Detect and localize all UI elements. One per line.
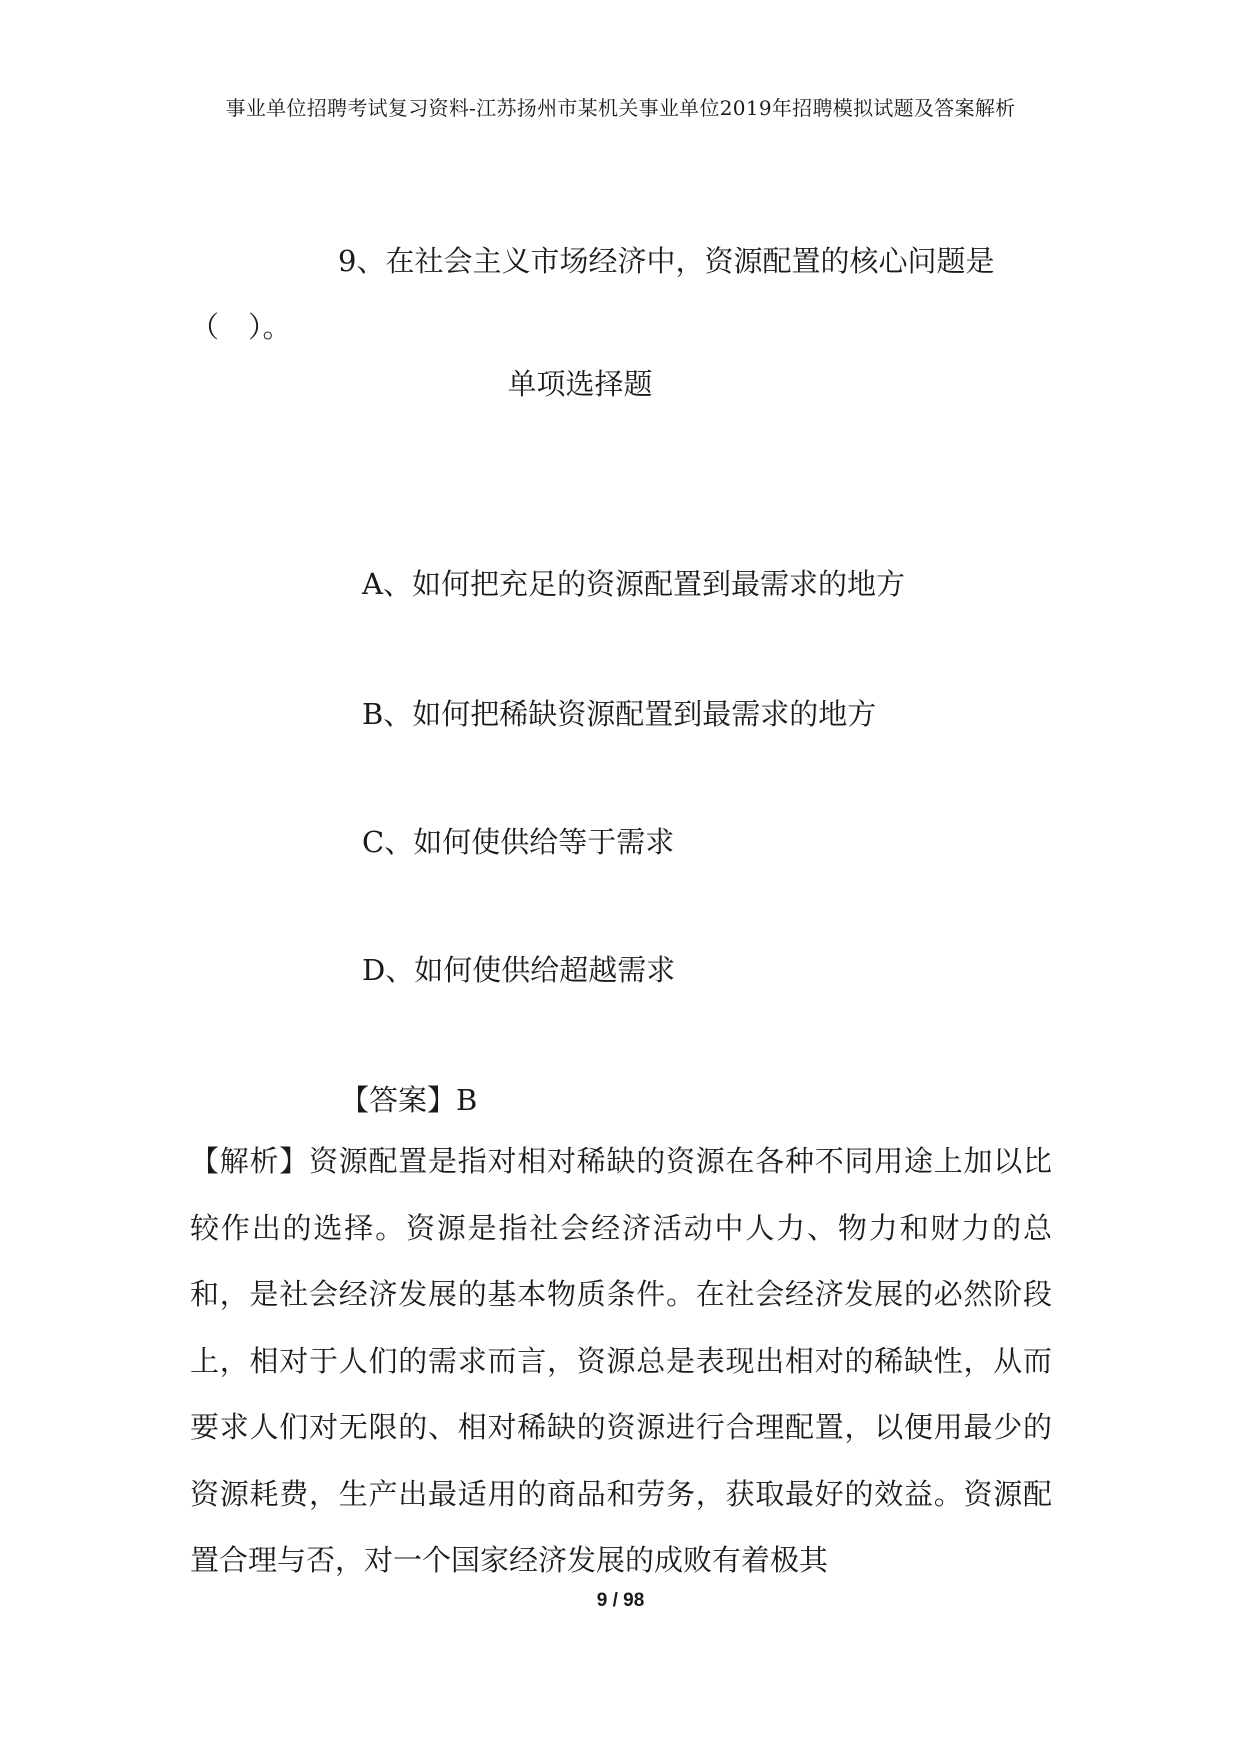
option-d: D、如何使供给超越需求 [362, 953, 676, 987]
option-c: C、如何使供给等于需求 [362, 825, 675, 859]
option-b: B、如何把稀缺资源配置到最需求的地方 [362, 697, 877, 731]
question-text: 9、在社会主义市场经济中，资源配置的核心问题是（ ）。 [190, 244, 995, 344]
answer: 【答案】B [340, 1083, 478, 1117]
page-number: 9 / 98 [596, 1590, 645, 1611]
analysis-text: 【解析】资源配置是指对相对稀缺的资源在各种不同用途上加以比较作出的选择。资源是指社会经济活动中人力、物力和财力的总和，是社会经济发展的基本物质条件。在社会经济发展的必然阶段上，相对于人们的需求而言，资源总是表现出相对的稀缺性，从而要求人们对无限的、相对稀缺的资源进行合理配置，以便用最少的资源耗费，生产出最适用的商品和劳务，获取最好的效益。资源配置合理与否，对一个国家经济发展的成败有着极其 [190, 1144, 1052, 1577]
option-a: A、如何把充足的资源配置到最需求的地方 [362, 567, 905, 601]
question-type: 单项选择题 [507, 367, 653, 401]
page-header: 事业单位招聘考试复习资料-江苏扬州市某机关事业单位2019年招聘模拟试题及答案解析 [225, 96, 1016, 120]
